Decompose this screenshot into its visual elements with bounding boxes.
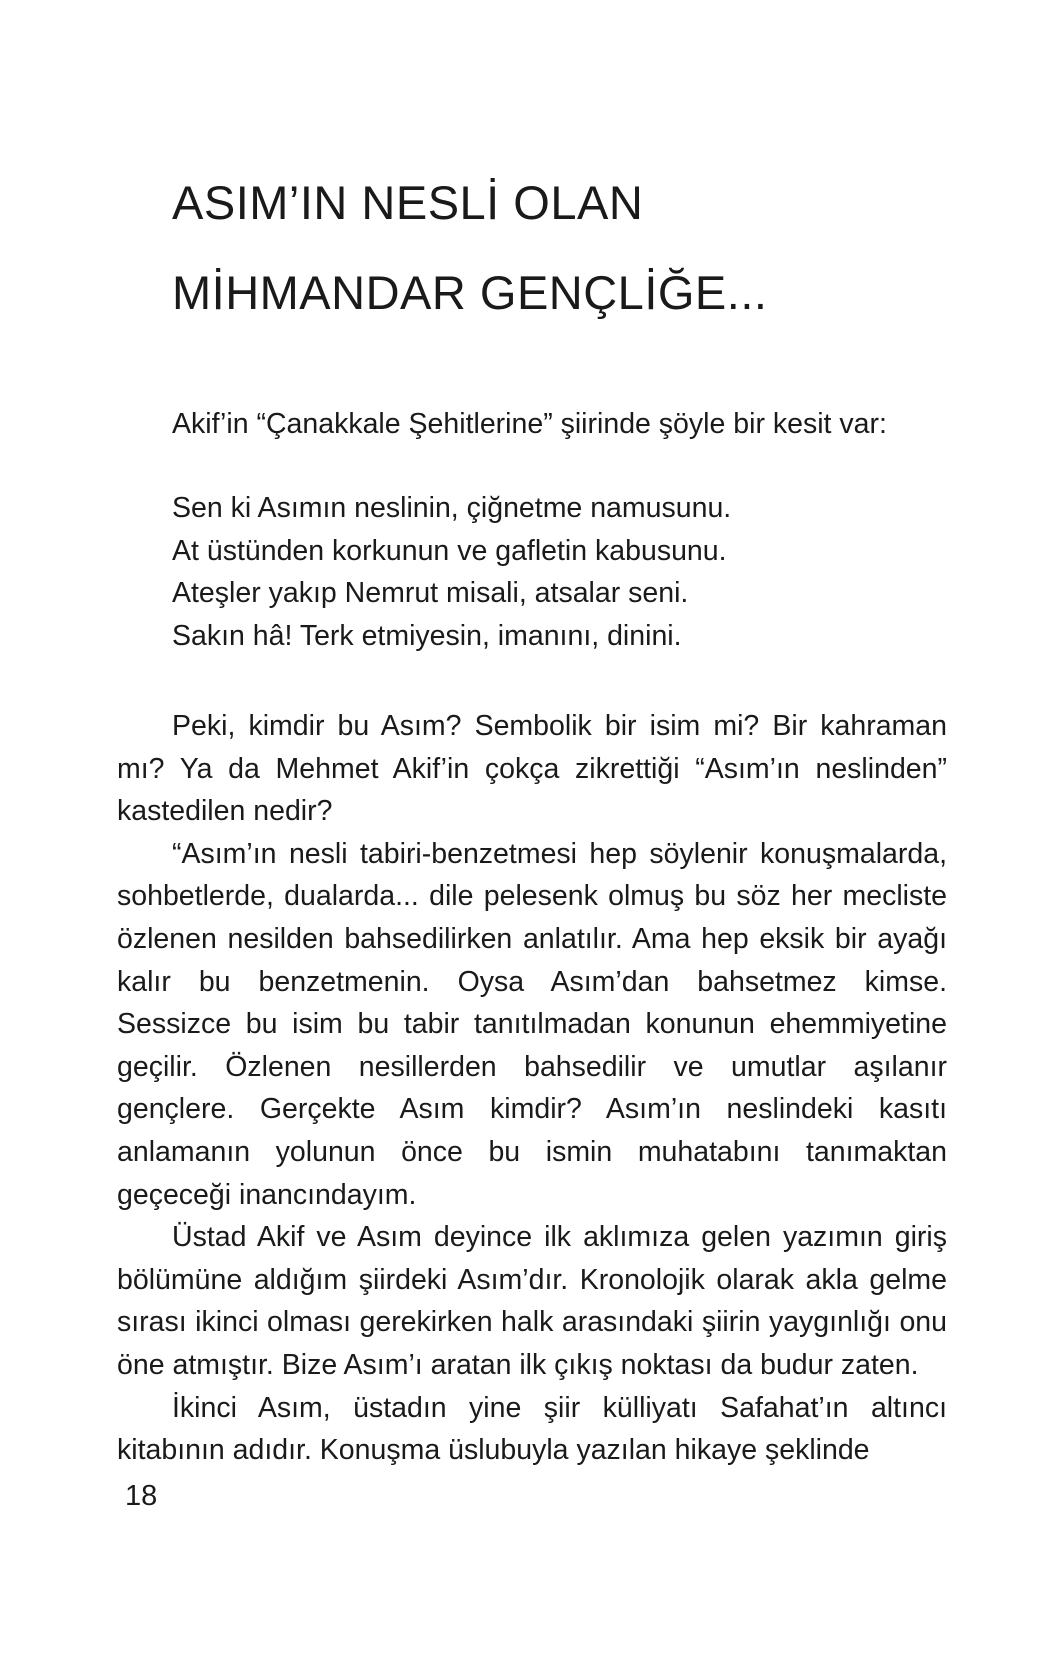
chapter-title-line-2: MİHMANDAR GENÇLİĞE... [172,266,768,319]
poem-quote [172,487,731,657]
poem-line: Ateşler yakıp Nemrut misali, atsalar seni. [172,577,689,609]
paragraph: Üstad Akif ve Asım deyince ilk aklımıza gelen yazımın giriş bölümüne aldığım şiirdeki Asım’dır. Kronolojik olarak akla gelme sırası ikinci olması gerekirken halk arasındaki şiirin yaygınlığı onu öne atmıştır. Bize Asım’ı aratan ilk çıkış noktası da budur zaten. [117,1221,947,1381]
chapter-title-line-1: ASIM’IN NESLİ OLAN [172,176,644,229]
poem-line: Sen ki Asımın neslinin, çiğnetme namusunu. [172,492,732,524]
paragraph: “Asım’ın nesli tabiri-benzetmesi hep söylenir konuşmalarda, sohbetlerde, dualarda... dile pelesenk olmuş bu söz her mecliste özlenen nesilden bahsedilirken anlatılır. Ama hep eksik bir ayağı kalır bu benzetmenin. Oysa Asım’dan bahsetmez kimse. Sessizce bu isim bu tabir tanıtılmadan konunun ehemmiyetine geçilir. Özlenen nesillerden bahsedilir ve umutlar aşılanır gençlere. Gerçekte Asım kimdir? Asım’ın neslindeki kasıtı anlamanın yolunun önce bu ismin muhatabını tanımaktan geçeceği inancındayım. [117,837,947,1211]
paragraph: Peki, kimdir bu Asım? Sembolik bir isim mi? Bir kahraman mı? Ya da Mehmet Akif’in çokça zikrettiği “Asım’ın neslinden” kastedilen nedir? [117,710,947,828]
poem-line: Sakın hâ! Terk etmiyesin, imanını, dinini. [172,619,682,652]
poem-line: At üstünden korkunun ve gafletin kabusunu. [172,534,727,567]
page-number: 18 [125,1480,158,1512]
body-text [117,705,947,1472]
intro-sentence: Akif’in “Çanakkale Şehitlerine” şiirinde şöyle bir kesit var: [172,408,887,440]
paragraph: İkinci Asım, üstadın yine şiir külliyatı Safahat’ın altıncı kitabının adıdır. Konuşma üslubuyla yazılan hikaye şeklinde [117,1391,947,1467]
